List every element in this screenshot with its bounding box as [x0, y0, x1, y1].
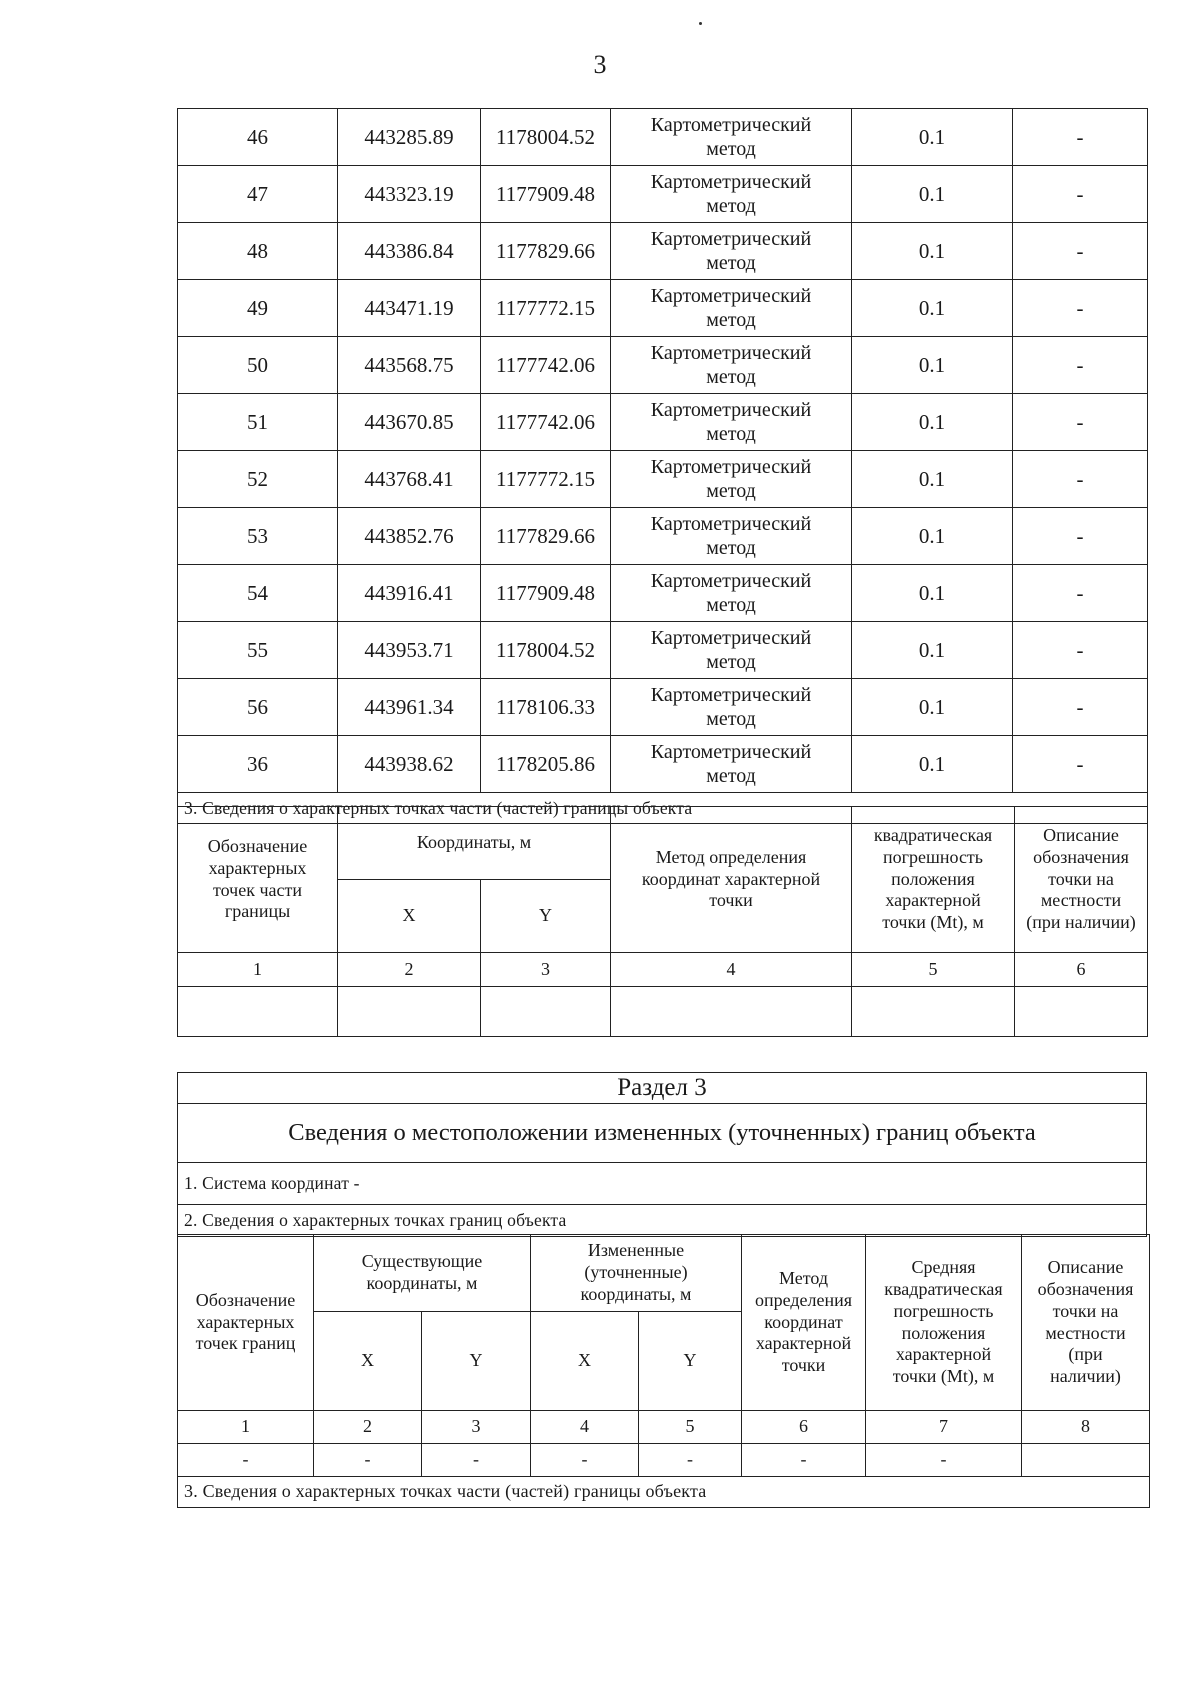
coord-x: 443323.19 — [338, 166, 481, 223]
header-description: Описание обозначения точки на местности (при наличии) — [1015, 807, 1148, 953]
col-number: 5 — [639, 1411, 742, 1444]
table-row — [178, 394, 1148, 451]
coord-y: 1178205.86 — [481, 736, 611, 793]
coord-x: 443386.84 — [338, 223, 481, 280]
coord-x: 443285.89 — [338, 109, 481, 166]
header-x: X — [338, 880, 481, 953]
description: - — [1013, 394, 1148, 451]
mt-value: 0.1 — [852, 622, 1013, 679]
header-designation: Обозначение характерных точек границ — [178, 1235, 314, 1411]
empty-value: - — [422, 1444, 531, 1477]
header-error: Средняя квадратическая погрешность положения характерной точки (Mt), м — [866, 1235, 1022, 1411]
col-number: 4 — [531, 1411, 639, 1444]
header-existing-y: Y — [422, 1312, 531, 1411]
description: - — [1013, 622, 1148, 679]
mt-value: 0.1 — [852, 166, 1013, 223]
empty-value: - — [742, 1444, 866, 1477]
point-id: 55 — [178, 622, 338, 679]
point-id: 54 — [178, 565, 338, 622]
col-number: 3 — [481, 953, 611, 987]
coord-x: 443852.76 — [338, 508, 481, 565]
method: Картометрический метод — [611, 565, 852, 622]
point-id: 48 — [178, 223, 338, 280]
coord-y: 1177742.06 — [481, 394, 611, 451]
header-y: Y — [481, 880, 611, 953]
coord-x: 443938.62 — [338, 736, 481, 793]
coord-x: 443768.41 — [338, 451, 481, 508]
method: Картометрический метод — [611, 622, 852, 679]
header-description: Описание обозначения точки на местности (при наличии) — [1022, 1235, 1150, 1411]
header-designation: Обозначение характерных точек части границы — [178, 807, 338, 953]
col-number: 6 — [1015, 953, 1148, 987]
col-number: 7 — [866, 1411, 1022, 1444]
coord-y: 1177829.66 — [481, 508, 611, 565]
mt-value: 0.1 — [852, 565, 1013, 622]
description: - — [1013, 451, 1148, 508]
col-number: 1 — [178, 1411, 314, 1444]
table-row — [178, 508, 1148, 565]
header-changed-x: X — [531, 1312, 639, 1411]
method: Картометрический метод — [611, 223, 852, 280]
description: - — [1013, 565, 1148, 622]
mt-value: 0.1 — [852, 508, 1013, 565]
header-existing-x: X — [314, 1312, 422, 1411]
method: Картометрический метод — [611, 337, 852, 394]
method: Картометрический метод — [611, 508, 852, 565]
empty-value: - — [178, 1444, 314, 1477]
mt-value: 0.1 — [852, 280, 1013, 337]
part-points-body — [178, 109, 1148, 793]
mt-value: 0.1 — [852, 394, 1013, 451]
part-points-header-table — [177, 806, 1148, 1037]
table-row — [178, 451, 1148, 508]
col-number: 5 — [852, 953, 1015, 987]
header-method: Метод определения координат характерной точки — [611, 807, 852, 953]
empty-value: - — [531, 1444, 639, 1477]
coord-x: 443568.75 — [338, 337, 481, 394]
method: Картометрический метод — [611, 166, 852, 223]
empty-cell — [611, 987, 852, 1037]
method: Картометрический метод — [611, 736, 852, 793]
empty-value — [1022, 1444, 1150, 1477]
table-row — [178, 166, 1148, 223]
header-changed-coords: Измененные (уточненные) координаты, м — [531, 1235, 742, 1312]
description: - — [1013, 508, 1148, 565]
section3-title: Раздел 3 — [178, 1073, 1147, 1104]
scan-dot — [699, 22, 702, 25]
col-number: 1 — [178, 953, 338, 987]
mt-value: 0.1 — [852, 451, 1013, 508]
section3-subtitle: Сведения о местоположении измененных (уточненных) границ объекта — [178, 1104, 1147, 1163]
point-id: 52 — [178, 451, 338, 508]
page-number: 3 — [593, 50, 607, 79]
empty-cell — [852, 987, 1015, 1037]
point-id: 53 — [178, 508, 338, 565]
method: Картометрический метод — [611, 451, 852, 508]
header-coords: Координаты, м — [338, 807, 611, 880]
header-method: Метод определения координат характерной точки — [742, 1235, 866, 1411]
point-id: 46 — [178, 109, 338, 166]
table-row — [178, 736, 1148, 793]
col-number: 6 — [742, 1411, 866, 1444]
coord-y: 1178004.52 — [481, 109, 611, 166]
point-id: 50 — [178, 337, 338, 394]
col-number: 8 — [1022, 1411, 1150, 1444]
coord-x: 443916.41 — [338, 565, 481, 622]
empty-value: - — [866, 1444, 1022, 1477]
coord-system-line: 1. Система координат - — [178, 1163, 1147, 1205]
col-number: 3 — [422, 1411, 531, 1444]
mt-value: 0.1 — [852, 679, 1013, 736]
description: - — [1013, 280, 1148, 337]
col-number: 4 — [611, 953, 852, 987]
header-existing-coords: Существующие координаты, м — [314, 1235, 531, 1312]
method: Картометрический метод — [611, 280, 852, 337]
coord-y: 1177909.48 — [481, 166, 611, 223]
coord-x: 443961.34 — [338, 679, 481, 736]
table-row — [178, 223, 1148, 280]
point-id: 49 — [178, 280, 338, 337]
part-points-table — [177, 108, 1148, 824]
mt-value: 0.1 — [852, 736, 1013, 793]
part-heading: 3. Сведения о характерных точках части (частей) границы объекта — [178, 1477, 1150, 1508]
table-row — [178, 109, 1148, 166]
method: Картометрический метод — [611, 109, 852, 166]
section3-title-table — [177, 1072, 1147, 1237]
empty-cell — [338, 987, 481, 1037]
coord-y: 1177742.06 — [481, 337, 611, 394]
table-row — [178, 337, 1148, 394]
point-id: 56 — [178, 679, 338, 736]
mt-value: 0.1 — [852, 337, 1013, 394]
changed-points-table — [177, 1234, 1150, 1508]
empty-value: - — [639, 1444, 742, 1477]
coord-y: 1177829.66 — [481, 223, 611, 280]
point-id: 36 — [178, 736, 338, 793]
description: - — [1013, 736, 1148, 793]
empty-cell — [481, 987, 611, 1037]
description: - — [1013, 679, 1148, 736]
empty-cell — [178, 987, 338, 1037]
coord-x: 443471.19 — [338, 280, 481, 337]
coord-y: 1178106.33 — [481, 679, 611, 736]
empty-cell — [1015, 987, 1148, 1037]
coord-y: 1178004.52 — [481, 622, 611, 679]
table-row — [178, 622, 1148, 679]
empty-value: - — [314, 1444, 422, 1477]
method: Картометрический метод — [611, 394, 852, 451]
point-id: 47 — [178, 166, 338, 223]
method: Картометрический метод — [611, 679, 852, 736]
part-points-section-heading: 3. Сведения о характерных точках части (частей) границы объекта — [178, 793, 1148, 824]
table-row — [178, 280, 1148, 337]
mt-value: 0.1 — [852, 109, 1013, 166]
header-changed-y: Y — [639, 1312, 742, 1411]
table-row — [178, 565, 1148, 622]
description: - — [1013, 166, 1148, 223]
header-error: квадратическая погрешность положения характерной точки (Mt), м — [852, 807, 1015, 953]
description: - — [1013, 223, 1148, 280]
col-number: 2 — [314, 1411, 422, 1444]
coord-y: 1177772.15 — [481, 280, 611, 337]
point-id: 51 — [178, 394, 338, 451]
points-heading: 2. Сведения о характерных точках границ объекта — [178, 1205, 1147, 1237]
coord-x: 443953.71 — [338, 622, 481, 679]
coord-y: 1177909.48 — [481, 565, 611, 622]
mt-value: 0.1 — [852, 223, 1013, 280]
table-row — [178, 679, 1148, 736]
description: - — [1013, 109, 1148, 166]
coord-x: 443670.85 — [338, 394, 481, 451]
description: - — [1013, 337, 1148, 394]
col-number: 2 — [338, 953, 481, 987]
coord-y: 1177772.15 — [481, 451, 611, 508]
